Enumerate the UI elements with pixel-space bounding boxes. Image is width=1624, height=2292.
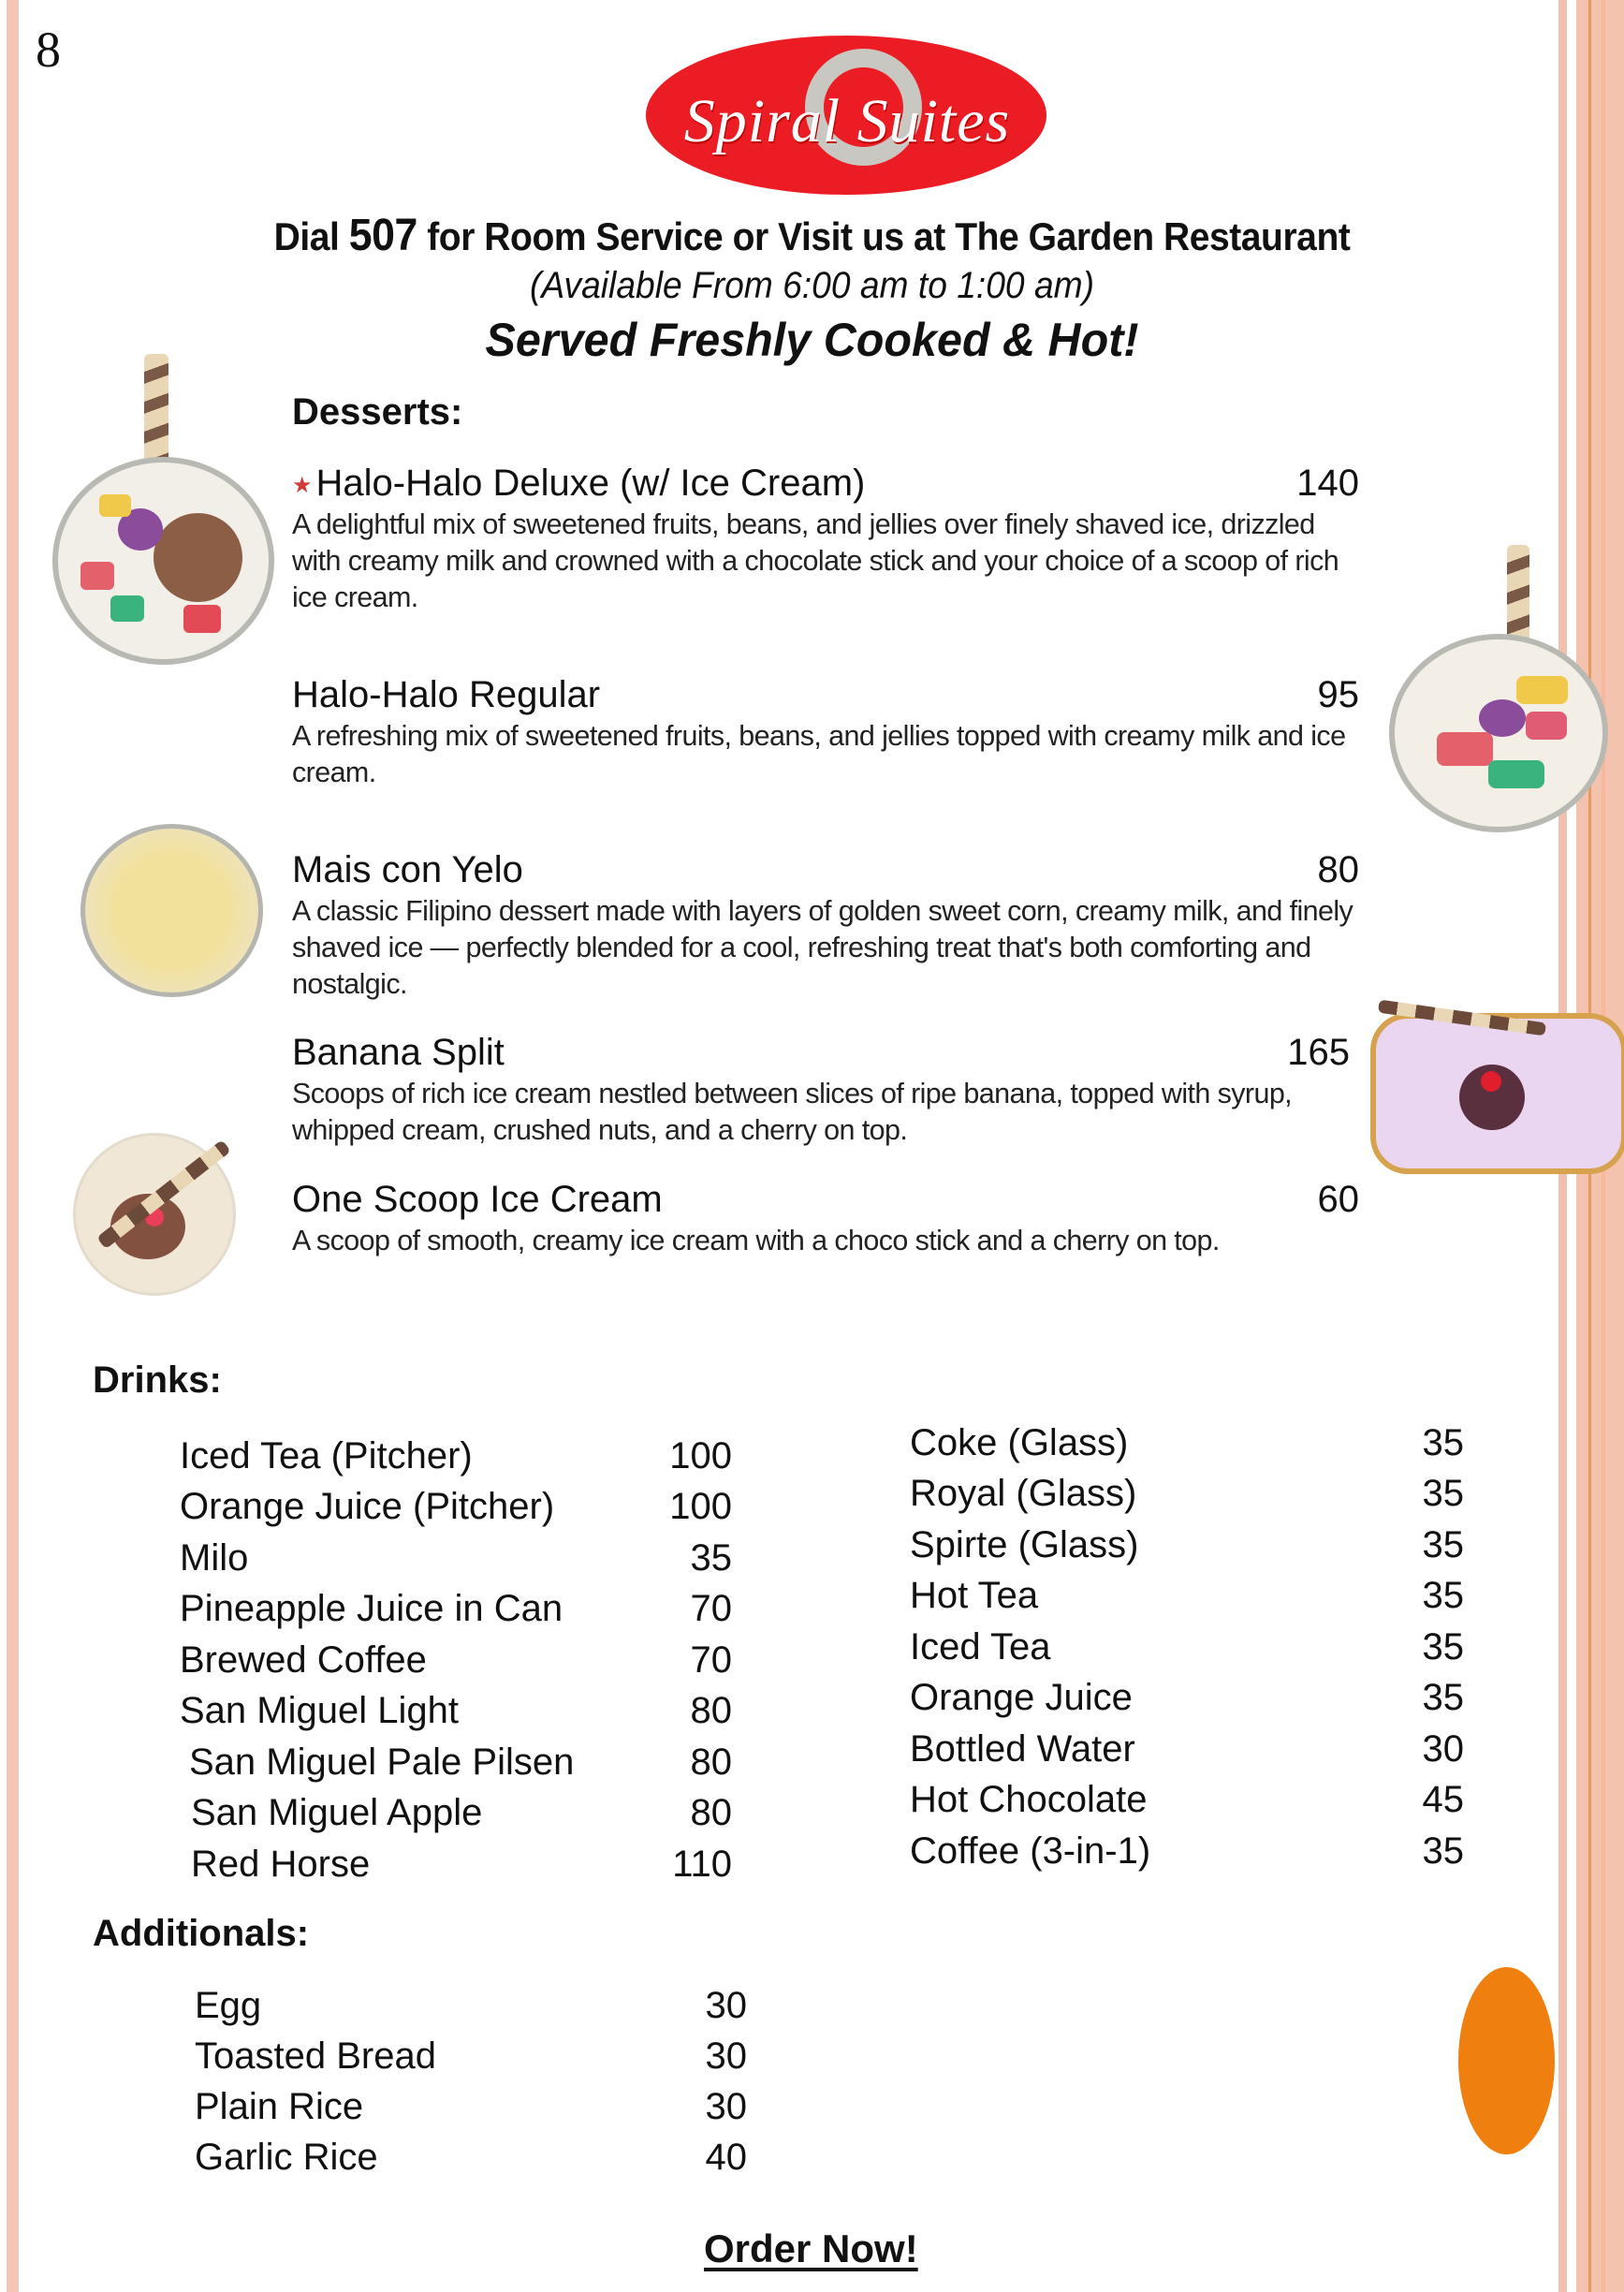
availability-hours: (Available From 6:00 am to 1:00 am)	[529, 265, 1095, 306]
spiral-suites-logo	[646, 28, 1048, 197]
dial-prefix: Dial	[273, 214, 340, 258]
list-item	[910, 1622, 1464, 1673]
desserts-heading: Desserts:	[292, 391, 463, 433]
list-item	[180, 1635, 732, 1686]
item-price: 30	[1422, 1727, 1464, 1770]
item-price: 35	[1422, 1829, 1464, 1872]
item-name: Bottled Water	[910, 1727, 1135, 1770]
list-item	[180, 1737, 732, 1788]
dessert-name: Banana Split	[292, 1032, 505, 1073]
list-item	[180, 1839, 732, 1890]
item-name: Milo	[180, 1536, 249, 1579]
dessert-price: 60	[1317, 1179, 1359, 1220]
dessert-name: Halo-Halo Deluxe (w/ Ice Cream)	[315, 463, 866, 504]
item-name: Brewed Coffee	[180, 1638, 427, 1681]
page-number: 8	[36, 22, 61, 78]
logo-text: Spiral Suites	[683, 87, 1011, 155]
room-service-line	[57, 210, 1568, 261]
list-item	[180, 1686, 732, 1738]
list-item	[180, 1788, 732, 1840]
item-price: 80	[690, 1690, 732, 1732]
item-price: 70	[690, 1638, 732, 1681]
item-name: Toasted Bread	[195, 2035, 436, 2077]
item-price: 80	[690, 1741, 732, 1783]
dessert-description: A scoop of smooth, creamy ice cream with a choco stick and a cherry on top.	[292, 1225, 1220, 1256]
dessert-name: One Scoop Ice Cream	[292, 1179, 663, 1220]
item-price: 35	[1422, 1421, 1464, 1463]
item-price: 35	[690, 1536, 732, 1579]
dessert-description: A refreshing mix of sweetened fruits, beans, and jellies topped with creamy milk and ice cream.	[292, 720, 1346, 788]
list-item	[180, 1431, 732, 1482]
list-item	[195, 2132, 747, 2182]
item-name: Coke (Glass)	[910, 1421, 1129, 1463]
item-price: 40	[705, 2136, 747, 2178]
item-price: 80	[690, 1792, 732, 1834]
item-price: 30	[705, 1984, 747, 2026]
item-name: San Miguel Pale Pilsen	[189, 1741, 575, 1783]
list-item	[910, 1775, 1464, 1827]
dessert-name: Halo-Halo Regular	[292, 674, 601, 715]
item-price: 30	[705, 2035, 747, 2077]
star-icon: ★	[292, 472, 313, 498]
list-item	[910, 1520, 1464, 1571]
list-item	[910, 1571, 1464, 1623]
list-item	[180, 1533, 732, 1584]
dessert-name: Mais con Yelo	[292, 849, 523, 890]
item-name: Iced Tea (Pitcher)	[180, 1434, 473, 1477]
halo-halo-regular-image	[1385, 545, 1601, 854]
item-name: Orange Juice	[910, 1677, 1133, 1719]
drinks-list-right	[910, 1418, 1464, 1877]
list-item	[180, 1482, 732, 1534]
dessert-price: 165	[1287, 1032, 1350, 1073]
item-price: 35	[1422, 1473, 1464, 1515]
item-name: Hot Chocolate	[910, 1779, 1148, 1821]
one-scoop-ice-cream-image	[73, 1114, 260, 1301]
item-name: Spirte (Glass)	[910, 1523, 1139, 1565]
item-name: Iced Tea	[910, 1625, 1051, 1668]
drinks-list-left	[180, 1431, 732, 1890]
order-now-link[interactable]: Order Now!	[704, 2226, 918, 2270]
item-price: 35	[1422, 1625, 1464, 1668]
halo-halo-deluxe-image	[52, 354, 268, 654]
item-name: Plain Rice	[195, 2085, 364, 2127]
item-name: Hot Tea	[910, 1575, 1039, 1617]
dial-number: 507	[348, 211, 417, 260]
banana-split-image	[1370, 1004, 1619, 1172]
item-name: Coffee (3-in-1)	[910, 1829, 1151, 1872]
list-item	[910, 1469, 1464, 1521]
dessert-item	[292, 1032, 1350, 1149]
list-item	[180, 1584, 732, 1636]
dessert-item	[292, 463, 1359, 616]
additionals-heading: Additionals:	[93, 1913, 310, 1954]
list-item	[195, 2081, 747, 2132]
additionals-list	[195, 1980, 747, 2182]
item-name: San Miguel Apple	[191, 1792, 483, 1834]
item-price: 35	[1422, 1523, 1464, 1565]
mais-con-yelo-image	[80, 824, 263, 997]
item-price: 35	[1422, 1677, 1464, 1719]
item-name: Royal (Glass)	[910, 1473, 1137, 1515]
dessert-price: 140	[1296, 463, 1359, 504]
item-price: 70	[690, 1588, 732, 1630]
list-item	[910, 1418, 1464, 1469]
list-item	[910, 1673, 1464, 1725]
list-item	[195, 2031, 747, 2081]
dessert-description: A classic Filipino dessert made with layers of golden sweet corn, creamy milk, and finely shaved ice — perfectly blended for a cool, refreshing treat that's both comforting and nostalgic.	[292, 895, 1353, 1000]
decorative-orange-oval	[1458, 1967, 1555, 2154]
item-price: 100	[669, 1486, 732, 1528]
item-price: 100	[669, 1434, 732, 1477]
dessert-item	[292, 1179, 1359, 1259]
item-price: 110	[672, 1843, 732, 1885]
tagline: Served Freshly Cooked & Hot!	[485, 314, 1139, 366]
left-border-stripe	[7, 0, 19, 2292]
list-item	[910, 1826, 1464, 1877]
item-price: 30	[705, 2085, 747, 2127]
list-item	[910, 1724, 1464, 1775]
dessert-description: A delightful mix of sweetened fruits, beans, and jellies over finely shaved ice, drizzled with creamy milk and crowned with a chocolate stick and your choice of a scoop of rich ice cream.	[292, 508, 1339, 613]
item-name: Pineapple Juice in Can	[180, 1588, 563, 1630]
dessert-price: 80	[1317, 849, 1359, 890]
item-name: San Miguel Light	[180, 1690, 459, 1732]
item-name: Red Horse	[191, 1843, 371, 1885]
item-price: 45	[1422, 1779, 1464, 1821]
dial-rest: for Room Service or Visit us at The Garden Restaurant	[427, 214, 1351, 258]
dessert-description: Scoops of rich ice cream nestled between slices of ripe banana, topped with syrup, whipped cream, crushed nuts, and a cherry on top.	[292, 1078, 1293, 1146]
item-name: Orange Juice (Pitcher)	[180, 1486, 555, 1528]
list-item	[195, 1980, 747, 2031]
item-price: 35	[1422, 1575, 1464, 1617]
item-name: Garlic Rice	[195, 2136, 378, 2178]
dessert-item	[292, 674, 1359, 791]
drinks-heading: Drinks:	[93, 1359, 222, 1401]
dessert-item	[292, 849, 1359, 1003]
item-name: Egg	[195, 1984, 262, 2026]
dessert-price: 95	[1317, 674, 1359, 715]
